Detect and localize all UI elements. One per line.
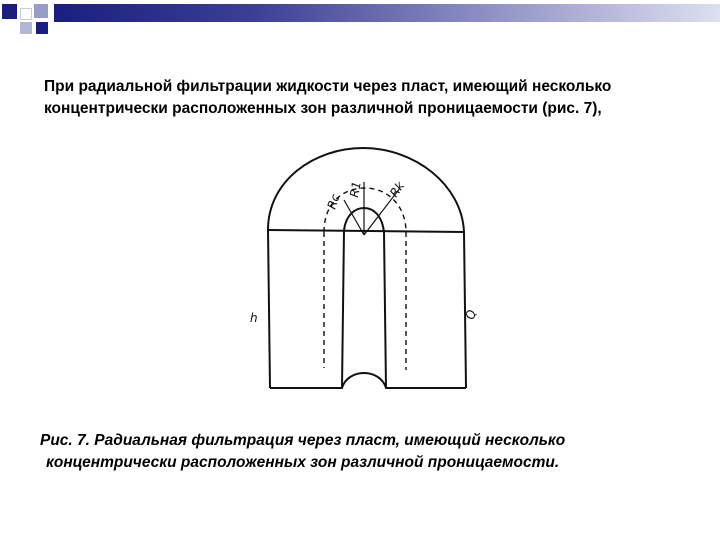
caption-line-1: Рис. 7. Радиальная фильтрация через пласт, имеющий несколько	[40, 432, 566, 449]
label-rc: Rc	[324, 192, 343, 211]
well-right-wall	[384, 232, 386, 388]
decor-square	[20, 8, 32, 20]
decor-square	[36, 22, 48, 34]
label-q: Q	[463, 308, 479, 321]
label-r1: R1	[347, 180, 364, 199]
decor-square	[34, 4, 48, 18]
decor-square	[20, 22, 32, 34]
well-left-wall	[342, 230, 344, 388]
header-decoration	[0, 0, 720, 46]
reservoir-diagram	[240, 140, 500, 400]
gradient-bar	[54, 4, 720, 22]
intro-line-1: При радиальной фильтрации жидкости через пласт, имеющий несколько	[44, 78, 612, 95]
outer-arch	[268, 148, 464, 232]
caption-line-2: концентрически расположенных зон различной проницаемости.	[46, 454, 560, 471]
label-h: h	[250, 311, 258, 325]
figure-caption	[40, 430, 700, 474]
intro-text	[44, 76, 704, 120]
decor-square	[2, 4, 17, 19]
intro-line-2: концентрически расположенных зон различной проницаемости (рис. 7),	[44, 100, 602, 117]
label-rk: Rk	[386, 179, 408, 200]
left-wall	[268, 230, 270, 388]
bottom-edge	[270, 373, 466, 388]
